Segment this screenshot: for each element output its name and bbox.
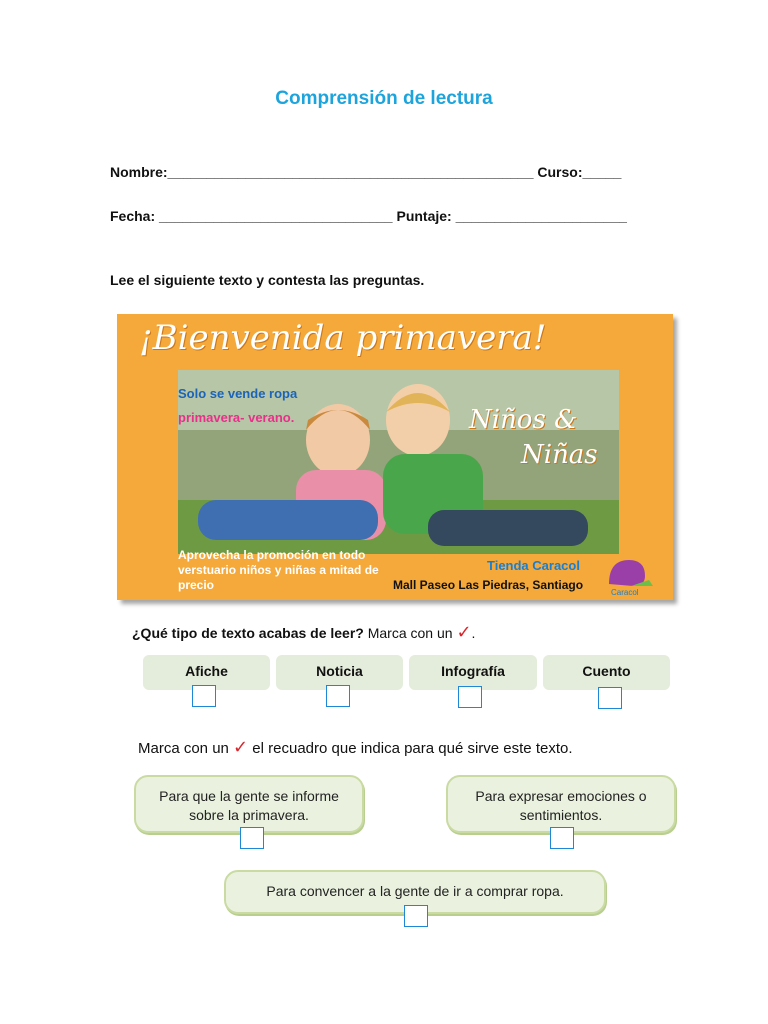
worksheet-title: Comprensión de lectura (275, 88, 493, 109)
checkmark-icon: ✓ (456, 622, 472, 642)
name-course-line[interactable]: Nombre:_______________________________________________ Curso:_____ (110, 164, 622, 180)
option-cuento: Cuento (543, 655, 670, 690)
checkbox-noticia[interactable] (326, 685, 350, 707)
question-2-start: Marca con un (138, 740, 234, 757)
purpose-option-inform: Para que la gente se informe sobre la primavera. (134, 775, 364, 833)
date-score-line[interactable]: Fecha: ______________________________ Puntaje: ______________________ (110, 208, 627, 224)
poster-brand-line1: Niños & (469, 405, 578, 435)
checkbox-inform[interactable] (240, 827, 264, 849)
poster-note-line2: primavera- verano. (178, 410, 295, 425)
poster-promo: Aprovecha la promoción en todo verstuario niños y niñas a mitad de precio (178, 548, 379, 592)
checkbox-infografia[interactable] (458, 686, 482, 708)
checkbox-emotions[interactable] (550, 827, 574, 849)
checkbox-cuento[interactable] (598, 687, 622, 709)
snail-logo-icon (603, 554, 655, 596)
advertisement-poster (117, 314, 673, 600)
poster-brand-line2: Niñas (521, 440, 598, 470)
question-1-rest: Marca con un (363, 625, 457, 641)
question-2-end: el recuadro que indica para qué sirve este texto. (248, 740, 573, 757)
reading-instruction: Lee el siguiente texto y contesta las preguntas. (110, 272, 425, 288)
question-1 (132, 622, 475, 643)
option-infografia: Infografía (409, 655, 537, 690)
poster-mall-address: Mall Paseo Las Piedras, Santiago (393, 578, 584, 592)
purpose-option-emotions: Para expresar emociones o sentimientos. (446, 775, 676, 833)
checkbox-persuade[interactable] (404, 905, 428, 927)
poster-note-line1: Solo se vende ropa (178, 386, 298, 401)
checkbox-afiche[interactable] (192, 685, 216, 707)
checkmark-icon: ✓ (233, 737, 249, 757)
option-noticia: Noticia (276, 655, 403, 690)
question-1-bold: ¿Qué tipo de texto acabas de leer? (132, 625, 364, 641)
svg-text:Caracol: Caracol (611, 588, 639, 596)
poster-headline: ¡Bienvenida primavera! (139, 318, 547, 358)
question-1-end: . (471, 625, 476, 641)
purpose-option-persuade: Para convencer a la gente de ir a comprar ropa. (224, 870, 606, 914)
poster-store-name: Tienda Caracol (487, 558, 580, 573)
option-afiche: Afiche (143, 655, 270, 690)
question-2 (138, 737, 573, 758)
